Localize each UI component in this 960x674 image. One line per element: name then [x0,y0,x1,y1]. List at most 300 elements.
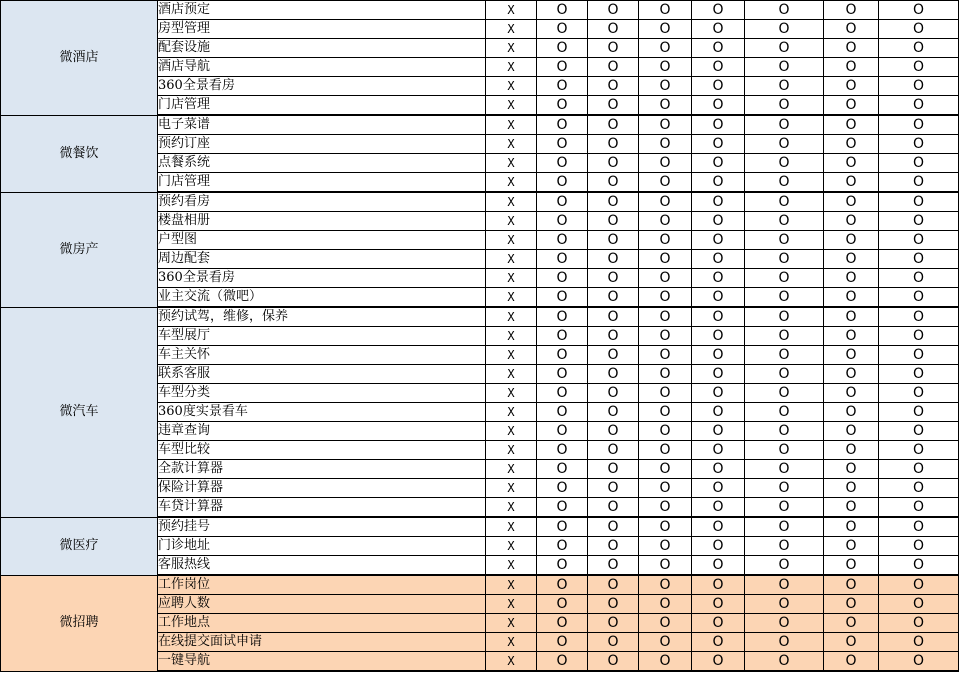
mark-o-cell: O [745,307,824,327]
mark-o-cell: O [639,327,692,346]
mark-o-cell: O [692,115,745,135]
mark-x-cell: X [486,595,537,614]
mark-o-cell: O [692,633,745,652]
mark-o-cell: O [879,652,959,672]
mark-o-cell: O [639,1,692,20]
mark-o-cell: O [824,422,879,441]
mark-o-cell: O [824,250,879,269]
mark-o-cell: O [879,517,959,537]
mark-o-cell: O [745,441,824,460]
mark-o-cell: O [588,231,639,250]
mark-o-cell: O [537,173,588,193]
mark-o-cell: O [824,77,879,96]
mark-o-cell: O [745,269,824,288]
mark-o-cell: O [879,231,959,250]
table-row [1,192,959,212]
mark-o-cell: O [537,460,588,479]
mark-o-cell: O [639,614,692,633]
mark-o-cell: O [692,537,745,556]
mark-o-cell: O [879,77,959,96]
mark-o-cell: O [745,192,824,212]
mark-x-cell: X [486,20,537,39]
mark-o-cell: O [692,498,745,518]
mark-o-cell: O [692,595,745,614]
mark-o-cell: O [824,231,879,250]
mark-o-cell: O [745,173,824,193]
mark-o-cell: O [824,154,879,173]
feature-cell: 应聘人数 [158,595,486,614]
mark-o-cell: O [879,135,959,154]
mark-o-cell: O [588,192,639,212]
mark-o-cell: O [537,154,588,173]
mark-o-cell: O [824,460,879,479]
mark-o-cell: O [588,39,639,58]
mark-x-cell: X [486,365,537,384]
mark-o-cell: O [692,58,745,77]
feature-cell: 全款计算器 [158,460,486,479]
feature-cell: 车主关怀 [158,346,486,365]
mark-o-cell: O [745,479,824,498]
mark-o-cell: O [879,614,959,633]
mark-o-cell: O [537,231,588,250]
feature-cell: 房型管理 [158,20,486,39]
mark-x-cell: X [486,479,537,498]
mark-o-cell: O [537,96,588,116]
mark-o-cell: O [537,517,588,537]
mark-o-cell: O [537,346,588,365]
mark-o-cell: O [537,192,588,212]
feature-cell: 门诊地址 [158,537,486,556]
mark-o-cell: O [588,115,639,135]
mark-o-cell: O [639,652,692,672]
mark-o-cell: O [639,96,692,116]
mark-x-cell: X [486,192,537,212]
mark-o-cell: O [879,20,959,39]
mark-o-cell: O [588,154,639,173]
mark-o-cell: O [537,633,588,652]
mark-o-cell: O [879,441,959,460]
mark-o-cell: O [692,173,745,193]
mark-o-cell: O [879,633,959,652]
mark-o-cell: O [745,384,824,403]
mark-o-cell: O [879,212,959,231]
feature-cell: 车型比较 [158,441,486,460]
mark-o-cell: O [537,288,588,308]
mark-o-cell: O [537,403,588,422]
table-row [1,115,959,135]
mark-x-cell: X [486,250,537,269]
mark-x-cell: X [486,441,537,460]
mark-o-cell: O [879,39,959,58]
mark-o-cell: O [879,479,959,498]
mark-o-cell: O [824,212,879,231]
feature-cell: 酒店导航 [158,58,486,77]
mark-x-cell: X [486,422,537,441]
mark-o-cell: O [639,212,692,231]
mark-o-cell: O [824,192,879,212]
mark-x-cell: X [486,96,537,116]
feature-cell: 预约挂号 [158,517,486,537]
mark-o-cell: O [588,384,639,403]
mark-o-cell: O [588,575,639,595]
mark-o-cell: O [745,135,824,154]
mark-o-cell: O [879,288,959,308]
table-row [1,307,959,327]
feature-cell: 预约试驾，维修，保养 [158,307,486,327]
mark-o-cell: O [745,537,824,556]
feature-cell: 配套设施 [158,39,486,58]
mark-o-cell: O [588,20,639,39]
mark-o-cell: O [879,154,959,173]
mark-o-cell: O [692,422,745,441]
mark-o-cell: O [588,288,639,308]
mark-o-cell: O [745,614,824,633]
mark-o-cell: O [537,250,588,269]
mark-o-cell: O [588,614,639,633]
mark-o-cell: O [588,498,639,518]
mark-o-cell: O [824,403,879,422]
mark-x-cell: X [486,498,537,518]
mark-o-cell: O [588,365,639,384]
mark-x-cell: X [486,307,537,327]
mark-o-cell: O [745,633,824,652]
mark-o-cell: O [824,575,879,595]
mark-o-cell: O [824,307,879,327]
mark-o-cell: O [639,154,692,173]
mark-o-cell: O [639,556,692,576]
mark-o-cell: O [692,460,745,479]
mark-x-cell: X [486,77,537,96]
mark-o-cell: O [537,77,588,96]
mark-o-cell: O [639,231,692,250]
category-cell: 微酒店 [1,1,158,116]
feature-cell: 酒店预定 [158,1,486,20]
mark-o-cell: O [639,422,692,441]
mark-o-cell: O [745,575,824,595]
mark-o-cell: O [692,652,745,672]
mark-o-cell: O [692,154,745,173]
mark-o-cell: O [537,441,588,460]
mark-o-cell: O [745,115,824,135]
mark-o-cell: O [745,498,824,518]
feature-cell: 楼盘相册 [158,212,486,231]
mark-o-cell: O [745,20,824,39]
mark-o-cell: O [745,250,824,269]
mark-o-cell: O [824,517,879,537]
mark-o-cell: O [537,307,588,327]
mark-o-cell: O [745,77,824,96]
mark-o-cell: O [639,115,692,135]
mark-o-cell: O [639,250,692,269]
mark-x-cell: X [486,288,537,308]
mark-o-cell: O [537,384,588,403]
mark-o-cell: O [745,652,824,672]
mark-o-cell: O [639,479,692,498]
mark-o-cell: O [588,77,639,96]
mark-o-cell: O [824,1,879,20]
mark-o-cell: O [537,422,588,441]
mark-o-cell: O [537,39,588,58]
mark-o-cell: O [824,39,879,58]
mark-o-cell: O [639,307,692,327]
mark-o-cell: O [879,173,959,193]
mark-o-cell: O [588,250,639,269]
feature-cell: 联系客服 [158,365,486,384]
mark-x-cell: X [486,556,537,576]
mark-x-cell: X [486,1,537,20]
mark-o-cell: O [692,307,745,327]
mark-o-cell: O [879,595,959,614]
mark-o-cell: O [537,20,588,39]
mark-o-cell: O [824,614,879,633]
mark-o-cell: O [639,58,692,77]
mark-o-cell: O [879,192,959,212]
mark-o-cell: O [588,327,639,346]
table-body [1,1,959,672]
mark-o-cell: O [824,652,879,672]
mark-o-cell: O [745,58,824,77]
mark-o-cell: O [879,575,959,595]
mark-o-cell: O [639,346,692,365]
mark-x-cell: X [486,537,537,556]
mark-o-cell: O [537,575,588,595]
mark-o-cell: O [588,479,639,498]
mark-x-cell: X [486,173,537,193]
mark-o-cell: O [745,1,824,20]
mark-o-cell: O [639,192,692,212]
mark-o-cell: O [692,365,745,384]
mark-o-cell: O [879,96,959,116]
mark-o-cell: O [824,173,879,193]
mark-o-cell: O [692,250,745,269]
mark-o-cell: O [537,556,588,576]
mark-o-cell: O [639,173,692,193]
mark-o-cell: O [824,327,879,346]
feature-cell: 电子菜谱 [158,115,486,135]
mark-o-cell: O [824,20,879,39]
mark-o-cell: O [692,479,745,498]
mark-o-cell: O [588,269,639,288]
feature-cell: 预约订座 [158,135,486,154]
mark-x-cell: X [486,614,537,633]
mark-o-cell: O [692,575,745,595]
feature-cell: 车型展厅 [158,327,486,346]
mark-o-cell: O [537,115,588,135]
mark-o-cell: O [537,58,588,77]
mark-o-cell: O [692,1,745,20]
mark-x-cell: X [486,154,537,173]
mark-o-cell: O [879,307,959,327]
mark-o-cell: O [745,154,824,173]
mark-o-cell: O [588,346,639,365]
table-row [1,575,959,595]
feature-cell: 保险计算器 [158,479,486,498]
mark-o-cell: O [692,327,745,346]
mark-x-cell: X [486,633,537,652]
mark-o-cell: O [824,633,879,652]
mark-o-cell: O [745,39,824,58]
mark-o-cell: O [692,346,745,365]
mark-x-cell: X [486,58,537,77]
feature-cell: 违章查询 [158,422,486,441]
mark-o-cell: O [588,517,639,537]
mark-x-cell: X [486,135,537,154]
feature-cell: 360全景看房 [158,269,486,288]
mark-o-cell: O [692,614,745,633]
mark-o-cell: O [588,556,639,576]
feature-cell: 客服热线 [158,556,486,576]
mark-x-cell: X [486,231,537,250]
mark-o-cell: O [639,517,692,537]
mark-o-cell: O [824,556,879,576]
mark-o-cell: O [588,633,639,652]
mark-o-cell: O [824,288,879,308]
feature-cell: 工作地点 [158,614,486,633]
mark-x-cell: X [486,327,537,346]
mark-o-cell: O [588,135,639,154]
mark-o-cell: O [537,327,588,346]
category-cell: 微房产 [1,192,158,307]
feature-cell: 业主交流（微吧） [158,288,486,308]
mark-o-cell: O [824,115,879,135]
mark-x-cell: X [486,384,537,403]
category-cell: 微医疗 [1,517,158,575]
mark-o-cell: O [879,250,959,269]
mark-o-cell: O [692,77,745,96]
mark-o-cell: O [639,460,692,479]
mark-o-cell: O [879,1,959,20]
category-cell: 微汽车 [1,307,158,517]
mark-o-cell: O [692,212,745,231]
feature-cell: 车型分类 [158,384,486,403]
mark-o-cell: O [692,384,745,403]
mark-o-cell: O [692,556,745,576]
mark-o-cell: O [824,595,879,614]
mark-o-cell: O [692,192,745,212]
mark-o-cell: O [879,498,959,518]
feature-cell: 一键导航 [158,652,486,672]
category-cell: 微招聘 [1,575,158,671]
mark-o-cell: O [639,384,692,403]
mark-o-cell: O [537,595,588,614]
feature-cell: 预约看房 [158,192,486,212]
mark-o-cell: O [588,173,639,193]
mark-o-cell: O [537,614,588,633]
mark-x-cell: X [486,346,537,365]
feature-cell: 360度实景看车 [158,403,486,422]
mark-o-cell: O [824,58,879,77]
mark-o-cell: O [537,135,588,154]
mark-o-cell: O [824,537,879,556]
mark-o-cell: O [692,39,745,58]
feature-cell: 车贷计算器 [158,498,486,518]
mark-x-cell: X [486,575,537,595]
mark-o-cell: O [824,498,879,518]
feature-cell: 周边配套 [158,250,486,269]
feature-cell: 工作岗位 [158,575,486,595]
mark-o-cell: O [879,269,959,288]
mark-o-cell: O [745,212,824,231]
mark-o-cell: O [639,77,692,96]
mark-o-cell: O [537,479,588,498]
feature-cell: 户型图 [158,231,486,250]
mark-o-cell: O [588,58,639,77]
mark-o-cell: O [588,212,639,231]
mark-o-cell: O [879,327,959,346]
mark-o-cell: O [537,269,588,288]
mark-o-cell: O [639,441,692,460]
mark-o-cell: O [692,20,745,39]
mark-o-cell: O [588,460,639,479]
mark-x-cell: X [486,517,537,537]
mark-o-cell: O [745,422,824,441]
mark-o-cell: O [745,365,824,384]
mark-o-cell: O [537,212,588,231]
mark-o-cell: O [692,269,745,288]
feature-cell: 360全景看房 [158,77,486,96]
table-row [1,517,959,537]
mark-o-cell: O [824,365,879,384]
mark-o-cell: O [879,422,959,441]
mark-o-cell: O [588,441,639,460]
mark-x-cell: X [486,460,537,479]
mark-o-cell: O [879,460,959,479]
mark-o-cell: O [537,652,588,672]
mark-o-cell: O [537,365,588,384]
mark-o-cell: O [692,403,745,422]
mark-o-cell: O [824,96,879,116]
mark-o-cell: O [639,403,692,422]
mark-o-cell: O [879,537,959,556]
feature-cell: 门店管理 [158,96,486,116]
feature-cell: 点餐系统 [158,154,486,173]
mark-o-cell: O [745,96,824,116]
mark-o-cell: O [745,327,824,346]
mark-x-cell: X [486,39,537,58]
mark-o-cell: O [745,460,824,479]
mark-o-cell: O [879,556,959,576]
mark-o-cell: O [588,307,639,327]
mark-x-cell: X [486,212,537,231]
mark-o-cell: O [692,288,745,308]
mark-o-cell: O [639,365,692,384]
mark-x-cell: X [486,652,537,672]
mark-o-cell: O [824,479,879,498]
mark-o-cell: O [692,135,745,154]
mark-o-cell: O [745,517,824,537]
mark-o-cell: O [745,346,824,365]
mark-o-cell: O [824,346,879,365]
mark-o-cell: O [588,403,639,422]
mark-o-cell: O [537,537,588,556]
mark-o-cell: O [879,403,959,422]
mark-o-cell: O [588,595,639,614]
mark-o-cell: O [588,422,639,441]
mark-o-cell: O [745,231,824,250]
mark-x-cell: X [486,403,537,422]
mark-o-cell: O [879,346,959,365]
mark-x-cell: X [486,269,537,288]
mark-o-cell: O [639,39,692,58]
mark-o-cell: O [824,269,879,288]
feature-cell: 在线提交面试申请 [158,633,486,652]
category-cell: 微餐饮 [1,115,158,192]
mark-o-cell: O [879,365,959,384]
mark-o-cell: O [588,652,639,672]
feature-cell: 门店管理 [158,173,486,193]
mark-o-cell: O [692,231,745,250]
mark-o-cell: O [745,403,824,422]
